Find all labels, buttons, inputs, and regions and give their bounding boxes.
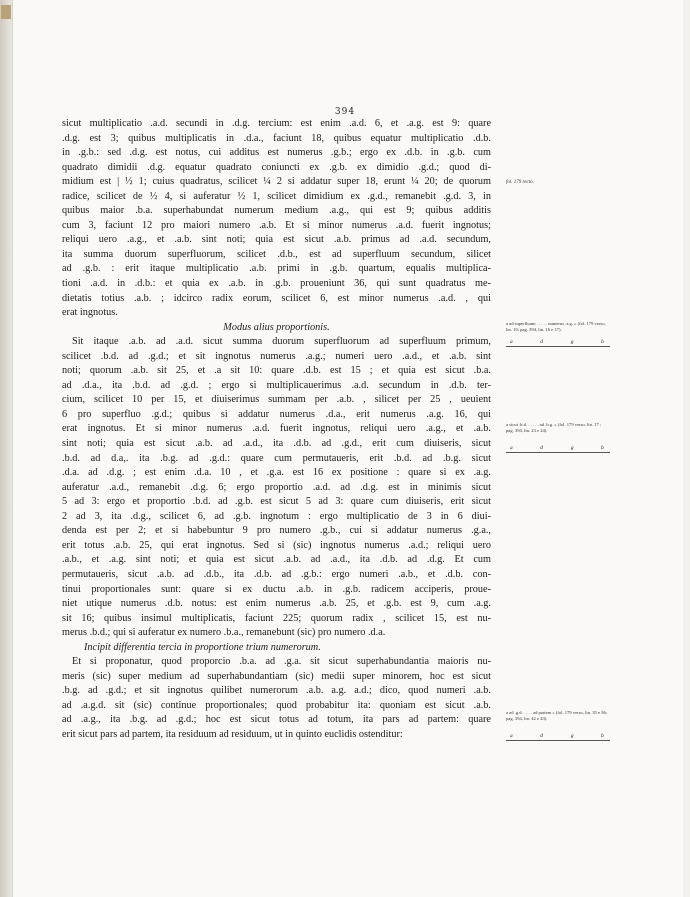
text-line: erat ingnotus. (62, 307, 118, 319)
text-line: quibus maior .b.a. superhabundat numerum medium .a.g., qui est 9; quibus additis (62, 205, 491, 217)
text-line: denda est per 2; et si habebuntur 9 pro numero .g.b., cui si addatur numerus .g.a., (62, 525, 491, 537)
text-line: tioni .a.d. in .d.b.: et quia ex .a.b. in .g.b. proueniunt 36, qui sunt quadratus me- (62, 278, 491, 290)
page-number: 394 (334, 107, 356, 117)
text-line: .d.a. ad .d.g. ; est enim .d.a. 10 , et .g.a. est 16 ex positione : quare si ex .a.g. (62, 467, 491, 479)
text-line: ad .a.g., ita .b.g. ad .g.d.; hoc est sicut totus ad totum, ita pars ad partem: quare (62, 714, 491, 726)
segment-line (506, 346, 610, 347)
text-line: 6 pro superfluo .g.d.; quibus si addatur numerus .d.a., erit numerus .a.g. 16, qui (62, 408, 491, 420)
text-line: auferatur .a.d., remanebit .d.g. 6; ergo proportio .a.d. ad .d.g. est in minimis sicut (62, 481, 491, 493)
margin-note-3: a ad .g.d. . . . . ad partem » (fol. 179 verso, lin. 35 e 36; pag. 394, lin. 42 e 43). (506, 710, 608, 721)
segment-diagram (506, 340, 610, 354)
corner-tab (1, 5, 11, 19)
text-line: Sit itaque .a.b. ad .a.d. sicut summa duorum superfluorum ad superfluum primum, (72, 336, 491, 348)
text-line: erat ingnotus. Et si minor numerus .a.d. fuerit ingnotus, reliqui uero .a.g., et .a.b. (62, 423, 491, 435)
text-line: .b.g. ad .g.d.; et sit ingnotus quilibet numerorum .a.b. a.g. a.d.; dico, quod numeri .a.b. (62, 685, 491, 697)
segment-diagram (506, 446, 610, 460)
text-line: .a.b., et .a.g. sint noti; et quia est sicut .a.b. ad .a.d., ita .d.b. ad .d.g. Et cum (62, 554, 491, 566)
text-line: ad .g.b. : erit itaque multiplicatio .a.b. primi in .g.b. quartum, equalis multiplica- (62, 263, 491, 275)
diagram-label: g (570, 340, 574, 345)
text-line: merus .b.d.; qui si auferatur ex numero .b.a., remanebunt (sic) pro numero .d.a. (62, 627, 386, 639)
margin-note-2: a sicut .b.d. . . . . . ad .b.g. » (fol. 179 verso, lin. 17 ; pag. 394, lin. 23 e 24). (506, 422, 602, 433)
text-line: cum 3, faciunt 12 pro maiori numero .a.b. Et si minor numerus .a.d. fuerit ingnotus; (62, 219, 491, 231)
diagram-label: d (540, 446, 544, 451)
diagram-label: g (570, 446, 574, 451)
section-heading: Modus alius proportionis. (223, 321, 330, 333)
text-line: sit 16; quibus insimul multiplicatis, faciunt 225; quorum radix , scilicet 15, est nu- (62, 612, 491, 624)
diagram-label: b (601, 446, 604, 451)
text-line: sint noti; quia est sicut .a.b. ad .a.d., ita .d.b. ad .g.d., erit cum diuiseris, sicut (62, 438, 491, 450)
diagram-label: b (601, 340, 604, 345)
diagram-label: a (510, 734, 513, 739)
text-line: erit sicut pars ad partem, ita residuum ad residuum, ut in quinto euclidis ostenditur: (62, 728, 403, 740)
text-line: permutaueris, sicut .a.b. ad .d.b., ita .d.b. ad .g.b.: ergo numeri .a.b., et .d.b. con- (62, 568, 491, 580)
diagram-label: d (540, 340, 544, 345)
segment-diagram (506, 734, 610, 748)
diagram-label: b (601, 734, 604, 739)
text-line: tinui proportionales sunt: quare si ex ductu .a.b. in .g.b. radicem acciperis, proue- (62, 583, 491, 595)
text-line: sicut multiplicatio .a.d. secundi in .d.g. tercium: est enim .a.d. 6, et .a.g. est 9: quare (62, 118, 491, 129)
diagram-label: a (510, 446, 513, 451)
text-line: midium est | ½ 1; cuius quadratus, scilicet ¼ 2 si addatur super 18, erunt ¼ 20; de quorum (62, 176, 491, 188)
text-line: meris (sic) super medium ad superhabundantiam (sic) medii super minorem, hoc est sicut (62, 670, 491, 682)
diagram-label: d (540, 734, 544, 739)
text-line: in .g.b.: sed .d.g. est notus, cui additus est numerus .g.b.; ergo ex .d.b. in .g.b. cum (62, 147, 491, 159)
margin-note-folio: fol. 179 recto. (506, 180, 534, 185)
segment-line (506, 740, 610, 741)
text-line: niet utique numerus .d.b. notus: est enim numerus .a.b. 25, et .g.b. est 9, cum .a.g. (62, 598, 491, 610)
text-line: dietatis totius .a.b. ; idcirco radix eorum, scilicet 6, est minor numerus .a.d. , qui (62, 292, 491, 304)
segment-line (506, 452, 610, 453)
text-line: radice, scilicet de ½ 4, si auferatur ½ 1, scilicet dimidium ex .g.d., remanebit .g.d. 3, in (62, 190, 491, 202)
diagram-label: a (510, 340, 513, 345)
text-line: Et si proponatur, quod proporcio .b.a. ad .g.a. sit sicut superhabundantia maioris nu- (72, 656, 491, 668)
text-line: ita summa duorum superfluorum, scilicet .d.b., est ad superfluum secundum, silicet (62, 248, 491, 260)
text-line: 5 ad 3: ergo et proportio .b.d. ad .g.b. est sicut 5 ad 3: quare cum diuiseris, erit sicut (62, 496, 491, 508)
binding-gutter (0, 0, 12, 897)
text-line: reliqui uero .a.g., et .a.b. sint noti; quia est sicut .a.b. primus ad .a.d. secundum, (62, 234, 491, 246)
text-line: .d.g. est 3; quibus multiplicatis in .d.a., faciunt 18, quibus equatur multiplicatio .d.b. (62, 132, 491, 144)
text-line: scilicet .b.d. ad .g.d.; et sit ingnotus numerus .a.g.; numeri uero .a.d., et .a.b. sint (62, 350, 491, 362)
text-line: ad .d.a., ita .b.d. ad .g.d. ; ergo si multiplicauerimus .a.d. secundum in .d.b. ter- (62, 379, 491, 391)
text-line: erit totus .a.b. 25, qui erat ingnotus. Sed si (sic) ingnotus numerus .a.d.; reliqui uero (62, 539, 491, 551)
text-line: 2 ad 3, ita .d.g., scilicet 6, ad .g.b. ingnotum : ergo multiplicatio de 3 in 6 diui- (62, 510, 491, 522)
text-line: quadrato dimidii .d.g. equatur quadrato coniuncti ex .g.b. ex dimidio .g.d.; quod di- (62, 161, 491, 173)
margin-note-1: a ad superfluum . . . . . numerus .a.g. » (fol. 179 verso, lin. 10; pag. 394, lin. 16 e 17). (506, 321, 606, 332)
body-text (62, 117, 491, 743)
text-line: noti; quorum .a.b. sit 25, et .a sit 10: quare .d.b. est 15 ; et quia est sicut .b.a. (62, 365, 491, 377)
text-line: .b.d. ad d.a,. ita .b.g. ad .g.d.: quare cum permutaueris, erit .b.d. ad .b.g. sicut (62, 452, 491, 464)
section-heading: Incipit differentia tercia in proportione trium numerorum. (84, 641, 321, 653)
diagram-label: g (570, 734, 574, 739)
text-line: cium, scilicet 10 per 15, et diuiserimus summam per .a.b. , silicet per 25 , ueuient (62, 394, 491, 406)
text-line: ad .a.g.d. sit (sic) continue proportionales; quod probabitur ita: quoniam est sicut .a.b. (62, 699, 491, 711)
